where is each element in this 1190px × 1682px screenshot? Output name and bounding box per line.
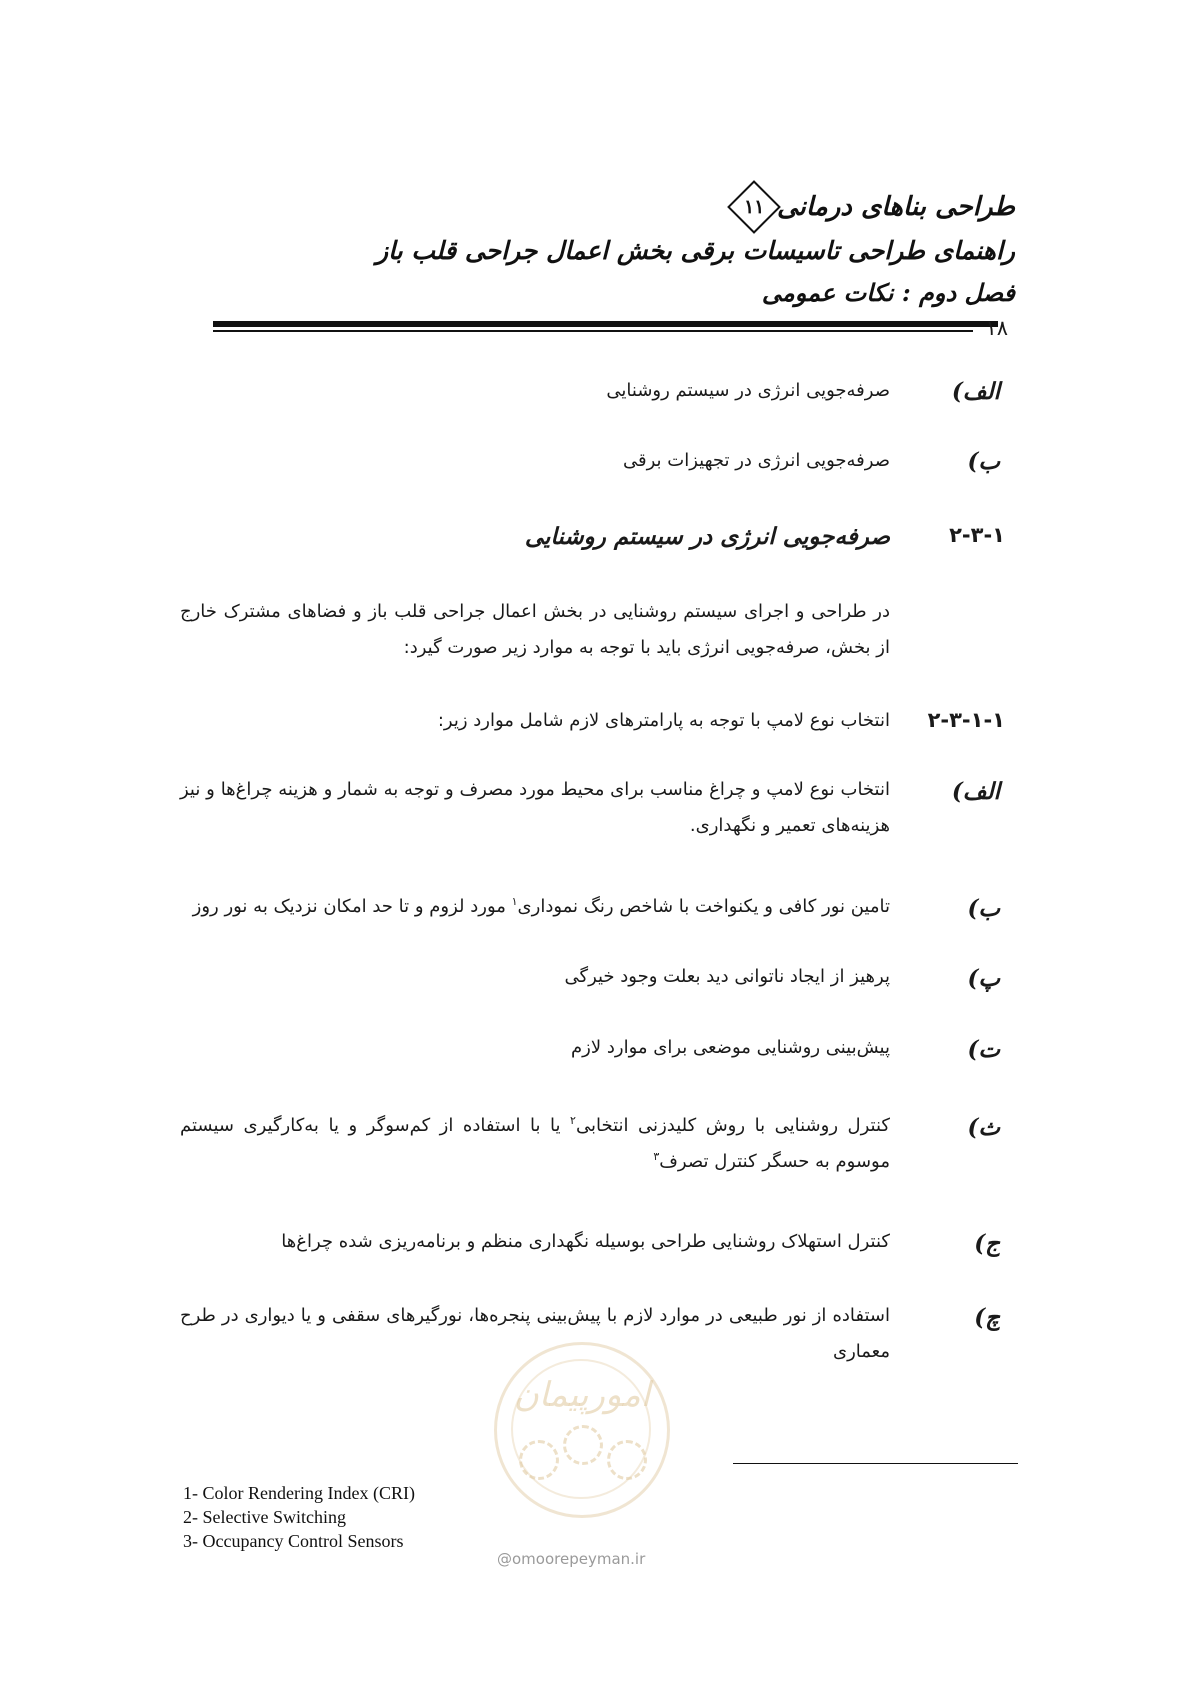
- item-text: کنترل روشنایی با روش کلیدزنی انتخابی: [575, 1115, 890, 1136]
- list-item: پیش‌بینی روشنایی موضعی برای موارد لازم: [571, 1037, 890, 1058]
- footnote-ref: ۳: [653, 1150, 660, 1163]
- watermark-logo: [494, 1342, 670, 1518]
- list-marker: ث): [967, 1114, 1000, 1141]
- list-marker: پ): [967, 965, 1000, 992]
- subsection-number: ۲-۳-۱-۱: [927, 708, 1005, 732]
- list-item: کنترل استهلاک روشنایی طراحی بوسیله نگهداری منظم و برنامه‌ریزی شده چراغ‌ها: [281, 1231, 890, 1252]
- series-number-diamond: [727, 180, 781, 234]
- list-item: صرفه‌جویی انرژی در تجهیزات برقی: [622, 450, 890, 471]
- list-item: صرفه‌جویی انرژی در سیستم روشنایی: [606, 380, 890, 401]
- series-number: ۱۱: [743, 196, 765, 219]
- footnote-ref: ۲: [570, 1114, 576, 1127]
- watermark-url-text: omoorepeyman.ir: [512, 1550, 646, 1568]
- series-title: [729, 188, 1015, 226]
- list-item: [180, 1108, 890, 1180]
- list-marker: چ): [974, 1304, 1000, 1331]
- chapter-title: فصل دوم : نکات عمومی: [761, 278, 1015, 307]
- footnote: 2- Selective Switching: [183, 1507, 346, 1527]
- section-title: صرفه‌جویی انرژی در سیستم روشنایی: [524, 523, 890, 550]
- section-number: ۲-۳-۱: [949, 523, 1005, 547]
- watermark-logo-text: امورپیمان: [513, 1375, 651, 1415]
- watermark-url: @omoorepeyman.ir: [497, 1550, 646, 1568]
- item-text: تامین نور کافی و یکنواخت با شاخص رنگ نموداری: [517, 896, 890, 917]
- list-item: انتخاب نوع لامپ و چراغ مناسب برای محیط مورد مصرف و توجه به شمار و هزینه چراغ‌ها و نیز هزینه‌های تعمیر و نگهداری.: [180, 779, 890, 836]
- gear-icon: [607, 1440, 647, 1480]
- list-marker: ب): [967, 895, 1000, 922]
- list-item: پرهیز از ایجاد ناتوانی دید بعلت وجود خیرگی: [564, 966, 890, 987]
- document-title: راهنمای طراحی تاسیسات برقی بخش اعمال جراحی قلب باز: [376, 236, 1015, 265]
- gear-icon: [519, 1440, 559, 1480]
- footnote: 3- Occupancy Control Sensors: [183, 1531, 404, 1551]
- list-marker: ت): [967, 1036, 1000, 1063]
- list-marker: ب): [967, 448, 1000, 475]
- item-text: مورد لزوم و تا حد امکان نزدیک به نور روز: [192, 896, 512, 917]
- item-text: یا با استفاده از کم‌سوگر و یا به‌کارگیری سیستم موسوم به حسگر کنترل تصرف: [180, 1115, 890, 1172]
- list-marker: الف): [951, 378, 1000, 405]
- list-marker: الف): [951, 778, 1000, 805]
- header-rule-thin: [213, 330, 973, 332]
- footnote-rule: [733, 1463, 1018, 1464]
- footnote: 1- Color Rendering Index (CRI): [183, 1483, 415, 1503]
- series-title-text: طراحی بناهای درمانی: [777, 192, 1015, 222]
- gear-icon: [563, 1425, 603, 1465]
- list-item: استفاده از نور طبیعی در موارد لازم با پیش‌بینی پنجره‌ها، نورگیرهای سقفی و یا دیواری در طرح معماری: [180, 1305, 890, 1362]
- page-number: ۱۸: [985, 316, 1008, 340]
- header-rule-thick: [213, 321, 998, 327]
- footnote-ref: ۱: [511, 895, 518, 908]
- subsection-text: انتخاب نوع لامپ با توجه به پارامترهای لازم شامل موارد زیر:: [437, 710, 890, 731]
- footnotes: [183, 1481, 415, 1553]
- list-marker: ج): [974, 1230, 1000, 1257]
- section-intro: در طراحی و اجرای سیستم روشنایی در بخش اعمال جراحی قلب باز و فضاهای مشترک خارج از بخش، صرفه‌جویی انرژی باید با توجه به موارد زیر صورت گیرد:: [180, 601, 890, 658]
- list-item: [193, 889, 890, 925]
